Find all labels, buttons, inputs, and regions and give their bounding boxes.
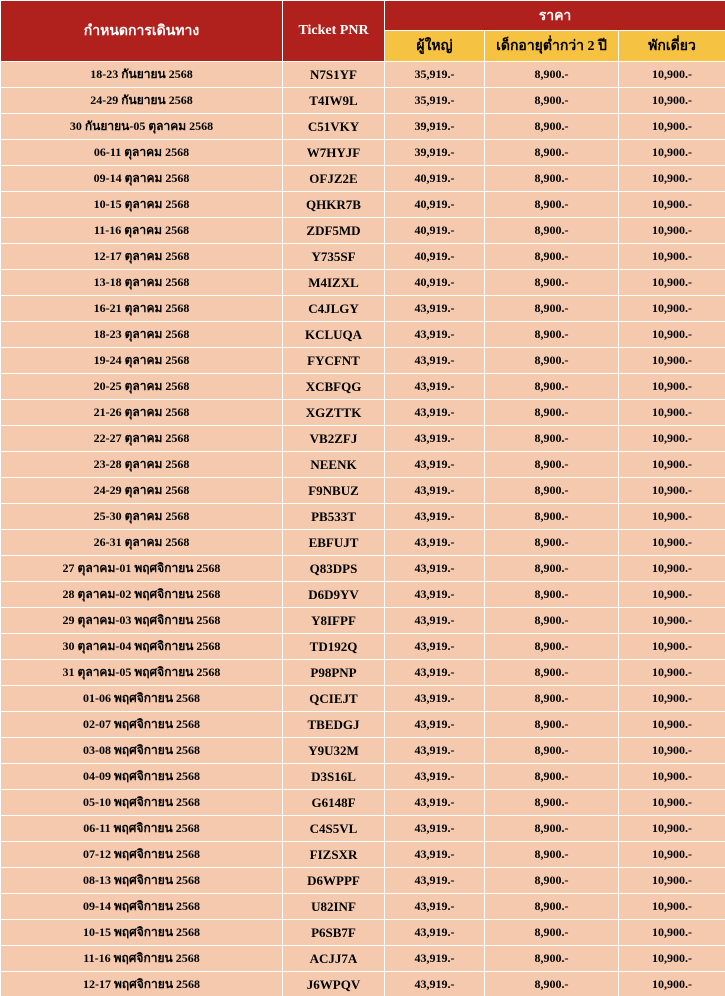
table-row: [1, 556, 725, 582]
travel-date-cell: 08-13 พฤศจิกายน 2568: [1, 868, 283, 894]
single-supplement-cell: 10,900.-: [619, 790, 725, 816]
single-supplement-cell: 10,900.-: [619, 842, 725, 868]
ticket-pnr-cell: C4JLGY: [283, 296, 385, 322]
table-row: [1, 686, 725, 712]
ticket-pnr-cell: QCIEJT: [283, 686, 385, 712]
date-column-header: กำหนดการเดินทาง: [1, 1, 283, 62]
child-column-header: เด็กอายุต่ำกว่า 2 ปี: [485, 31, 619, 62]
child-price-cell: 8,900.-: [485, 868, 619, 894]
single-supplement-cell: 10,900.-: [619, 166, 725, 192]
adult-price-cell: 39,919.-: [385, 140, 485, 166]
table-row: [1, 114, 725, 140]
table-row: [1, 166, 725, 192]
table-row: [1, 712, 725, 738]
single-supplement-cell: 10,900.-: [619, 764, 725, 790]
adult-price-cell: 43,919.-: [385, 296, 485, 322]
travel-date-cell: 19-24 ตุลาคม 2568: [1, 348, 283, 374]
ticket-pnr-cell: D6D9YV: [283, 582, 385, 608]
adult-price-cell: 43,919.-: [385, 660, 485, 686]
child-price-cell: 8,900.-: [485, 88, 619, 114]
single-supplement-cell: 10,900.-: [619, 400, 725, 426]
ticket-pnr-cell: C4S5VL: [283, 816, 385, 842]
travel-date-cell: 23-28 ตุลาคม 2568: [1, 452, 283, 478]
adult-price-cell: 43,919.-: [385, 972, 485, 996]
adult-price-cell: 35,919.-: [385, 88, 485, 114]
table-row: [1, 634, 725, 660]
child-price-cell: 8,900.-: [485, 816, 619, 842]
ticket-pnr-cell: Y8IFPF: [283, 608, 385, 634]
single-supplement-cell: 10,900.-: [619, 504, 725, 530]
travel-date-cell: 21-26 ตุลาคม 2568: [1, 400, 283, 426]
ticket-pnr-cell: G6148F: [283, 790, 385, 816]
single-supplement-cell: 10,900.-: [619, 894, 725, 920]
child-price-cell: 8,900.-: [485, 62, 619, 88]
single-supplement-cell: 10,900.-: [619, 374, 725, 400]
child-price-cell: 8,900.-: [485, 140, 619, 166]
adult-price-cell: 40,919.-: [385, 270, 485, 296]
travel-date-cell: 25-30 ตุลาคม 2568: [1, 504, 283, 530]
single-supplement-cell: 10,900.-: [619, 426, 725, 452]
travel-date-cell: 18-23 กันยายน 2568: [1, 62, 283, 88]
travel-date-cell: 16-21 ตุลาคม 2568: [1, 296, 283, 322]
price-group-header: ราคา: [385, 1, 725, 31]
travel-date-cell: 22-27 ตุลาคม 2568: [1, 426, 283, 452]
child-price-cell: 8,900.-: [485, 972, 619, 996]
table-row: [1, 868, 725, 894]
single-supplement-cell: 10,900.-: [619, 920, 725, 946]
child-price-cell: 8,900.-: [485, 166, 619, 192]
travel-date-cell: 09-14 พฤศจิกายน 2568: [1, 894, 283, 920]
ticket-pnr-cell: QHKR7B: [283, 192, 385, 218]
travel-date-cell: 29 ตุลาคม-03 พฤศจิกายน 2568: [1, 608, 283, 634]
adult-price-cell: 43,919.-: [385, 764, 485, 790]
adult-price-cell: 43,919.-: [385, 816, 485, 842]
table-row: [1, 88, 725, 114]
child-price-cell: 8,900.-: [485, 686, 619, 712]
adult-price-cell: 43,919.-: [385, 920, 485, 946]
table-row: [1, 894, 725, 920]
single-supplement-cell: 10,900.-: [619, 244, 725, 270]
adult-price-cell: 43,919.-: [385, 400, 485, 426]
ticket-pnr-cell: P6SB7F: [283, 920, 385, 946]
table-row: [1, 296, 725, 322]
ticket-pnr-cell: J6WPQV: [283, 972, 385, 996]
travel-date-cell: 07-12 พฤศจิกายน 2568: [1, 842, 283, 868]
ticket-pnr-cell: TBEDGJ: [283, 712, 385, 738]
travel-date-cell: 18-23 ตุลาคม 2568: [1, 322, 283, 348]
ticket-pnr-cell: P98PNP: [283, 660, 385, 686]
child-price-cell: 8,900.-: [485, 660, 619, 686]
table-row: [1, 218, 725, 244]
table-row: [1, 192, 725, 218]
travel-date-cell: 10-15 ตุลาคม 2568: [1, 192, 283, 218]
child-price-cell: 8,900.-: [485, 920, 619, 946]
adult-price-cell: 40,919.-: [385, 192, 485, 218]
child-price-cell: 8,900.-: [485, 504, 619, 530]
single-supplement-cell: 10,900.-: [619, 868, 725, 894]
travel-date-cell: 11-16 พฤศจิกายน 2568: [1, 946, 283, 972]
travel-date-cell: 12-17 ตุลาคม 2568: [1, 244, 283, 270]
child-price-cell: 8,900.-: [485, 400, 619, 426]
table-row: [1, 946, 725, 972]
table-row: [1, 504, 725, 530]
table-row: [1, 322, 725, 348]
table-row: [1, 920, 725, 946]
child-price-cell: 8,900.-: [485, 556, 619, 582]
adult-price-cell: 40,919.-: [385, 218, 485, 244]
adult-price-cell: 43,919.-: [385, 478, 485, 504]
travel-date-cell: 31 ตุลาคม-05 พฤศจิกายน 2568: [1, 660, 283, 686]
ticket-pnr-cell: OFJZ2E: [283, 166, 385, 192]
child-price-cell: 8,900.-: [485, 582, 619, 608]
single-supplement-cell: 10,900.-: [619, 816, 725, 842]
ticket-pnr-cell: D6WPPF: [283, 868, 385, 894]
adult-price-cell: 43,919.-: [385, 348, 485, 374]
ticket-pnr-cell: NEENK: [283, 452, 385, 478]
travel-date-cell: 28 ตุลาคม-02 พฤศจิกายน 2568: [1, 582, 283, 608]
ticket-pnr-cell: ZDF5MD: [283, 218, 385, 244]
adult-price-cell: 35,919.-: [385, 62, 485, 88]
travel-date-cell: 09-14 ตุลาคม 2568: [1, 166, 283, 192]
travel-date-cell: 02-07 พฤศจิกายน 2568: [1, 712, 283, 738]
ticket-pnr-cell: TD192Q: [283, 634, 385, 660]
travel-date-cell: 01-06 พฤศจิกายน 2568: [1, 686, 283, 712]
ticket-pnr-cell: M4IZXL: [283, 270, 385, 296]
travel-date-cell: 30 กันยายน-05 ตุลาคม 2568: [1, 114, 283, 140]
travel-date-cell: 27 ตุลาคม-01 พฤศจิกายน 2568: [1, 556, 283, 582]
child-price-cell: 8,900.-: [485, 764, 619, 790]
adult-price-cell: 43,919.-: [385, 712, 485, 738]
travel-date-cell: 30 ตุลาคม-04 พฤศจิกายน 2568: [1, 634, 283, 660]
pnr-column-header: Ticket PNR: [283, 1, 385, 62]
table-row: [1, 62, 725, 88]
ticket-pnr-cell: Y735SF: [283, 244, 385, 270]
adult-column-header: ผู้ใหญ่: [385, 31, 485, 62]
child-price-cell: 8,900.-: [485, 842, 619, 868]
child-price-cell: 8,900.-: [485, 348, 619, 374]
table-row: [1, 972, 725, 996]
single-supplement-cell: 10,900.-: [619, 88, 725, 114]
single-supplement-cell: 10,900.-: [619, 738, 725, 764]
travel-date-cell: 12-17 พฤศจิกายน 2568: [1, 972, 283, 996]
travel-date-cell: 24-29 กันยายน 2568: [1, 88, 283, 114]
single-supplement-cell: 10,900.-: [619, 582, 725, 608]
ticket-pnr-cell: EBFUJT: [283, 530, 385, 556]
child-price-cell: 8,900.-: [485, 894, 619, 920]
table-row: [1, 140, 725, 166]
adult-price-cell: 43,919.-: [385, 608, 485, 634]
single-column-header: พักเดี่ยว: [619, 31, 725, 62]
child-price-cell: 8,900.-: [485, 608, 619, 634]
table-row: [1, 400, 725, 426]
table-row: [1, 452, 725, 478]
adult-price-cell: 39,919.-: [385, 114, 485, 140]
child-price-cell: 8,900.-: [485, 738, 619, 764]
ticket-pnr-cell: FYCFNT: [283, 348, 385, 374]
adult-price-cell: 40,919.-: [385, 244, 485, 270]
ticket-pnr-cell: XGZTTK: [283, 400, 385, 426]
ticket-pnr-cell: KCLUQA: [283, 322, 385, 348]
child-price-cell: 8,900.-: [485, 322, 619, 348]
ticket-pnr-cell: U82INF: [283, 894, 385, 920]
single-supplement-cell: 10,900.-: [619, 62, 725, 88]
ticket-pnr-cell: FIZSXR: [283, 842, 385, 868]
single-supplement-cell: 10,900.-: [619, 270, 725, 296]
adult-price-cell: 43,919.-: [385, 504, 485, 530]
travel-date-cell: 11-16 ตุลาคม 2568: [1, 218, 283, 244]
single-supplement-cell: 10,900.-: [619, 452, 725, 478]
travel-date-cell: 06-11 ตุลาคม 2568: [1, 140, 283, 166]
single-supplement-cell: 10,900.-: [619, 296, 725, 322]
ticket-pnr-cell: VB2ZFJ: [283, 426, 385, 452]
table-row: [1, 608, 725, 634]
single-supplement-cell: 10,900.-: [619, 322, 725, 348]
single-supplement-cell: 10,900.-: [619, 140, 725, 166]
table-row: [1, 842, 725, 868]
table-body: [1, 62, 725, 996]
adult-price-cell: 43,919.-: [385, 946, 485, 972]
adult-price-cell: 40,919.-: [385, 166, 485, 192]
child-price-cell: 8,900.-: [485, 296, 619, 322]
header-row-top: [1, 1, 725, 31]
single-supplement-cell: 10,900.-: [619, 712, 725, 738]
adult-price-cell: 43,919.-: [385, 556, 485, 582]
child-price-cell: 8,900.-: [485, 478, 619, 504]
adult-price-cell: 43,919.-: [385, 686, 485, 712]
child-price-cell: 8,900.-: [485, 530, 619, 556]
table-row: [1, 790, 725, 816]
adult-price-cell: 43,919.-: [385, 322, 485, 348]
adult-price-cell: 43,919.-: [385, 868, 485, 894]
adult-price-cell: 43,919.-: [385, 426, 485, 452]
single-supplement-cell: 10,900.-: [619, 530, 725, 556]
single-supplement-cell: 10,900.-: [619, 972, 725, 996]
adult-price-cell: 43,919.-: [385, 452, 485, 478]
travel-date-cell: 24-29 ตุลาคม 2568: [1, 478, 283, 504]
ticket-pnr-cell: D3S16L: [283, 764, 385, 790]
travel-date-cell: 05-10 พฤศจิกายน 2568: [1, 790, 283, 816]
adult-price-cell: 43,919.-: [385, 582, 485, 608]
child-price-cell: 8,900.-: [485, 192, 619, 218]
single-supplement-cell: 10,900.-: [619, 608, 725, 634]
table-row: [1, 478, 725, 504]
adult-price-cell: 43,919.-: [385, 634, 485, 660]
ticket-pnr-cell: F9NBUZ: [283, 478, 385, 504]
adult-price-cell: 43,919.-: [385, 530, 485, 556]
single-supplement-cell: 10,900.-: [619, 348, 725, 374]
single-supplement-cell: 10,900.-: [619, 634, 725, 660]
child-price-cell: 8,900.-: [485, 946, 619, 972]
travel-date-cell: 06-11 พฤศจิกายน 2568: [1, 816, 283, 842]
adult-price-cell: 43,919.-: [385, 894, 485, 920]
table-row: [1, 426, 725, 452]
table-row: [1, 530, 725, 556]
single-supplement-cell: 10,900.-: [619, 218, 725, 244]
adult-price-cell: 43,919.-: [385, 738, 485, 764]
child-price-cell: 8,900.-: [485, 270, 619, 296]
child-price-cell: 8,900.-: [485, 114, 619, 140]
single-supplement-cell: 10,900.-: [619, 556, 725, 582]
travel-date-cell: 20-25 ตุลาคม 2568: [1, 374, 283, 400]
single-supplement-cell: 10,900.-: [619, 478, 725, 504]
child-price-cell: 8,900.-: [485, 244, 619, 270]
table-row: [1, 738, 725, 764]
adult-price-cell: 43,919.-: [385, 790, 485, 816]
ticket-pnr-cell: W7HYJF: [283, 140, 385, 166]
travel-date-cell: 26-31 ตุลาคม 2568: [1, 530, 283, 556]
adult-price-cell: 43,919.-: [385, 374, 485, 400]
child-price-cell: 8,900.-: [485, 712, 619, 738]
child-price-cell: 8,900.-: [485, 218, 619, 244]
table-row: [1, 764, 725, 790]
travel-date-cell: 10-15 พฤศจิกายน 2568: [1, 920, 283, 946]
child-price-cell: 8,900.-: [485, 634, 619, 660]
adult-price-cell: 43,919.-: [385, 842, 485, 868]
single-supplement-cell: 10,900.-: [619, 660, 725, 686]
ticket-pnr-cell: N7S1YF: [283, 62, 385, 88]
table-row: [1, 374, 725, 400]
table-row: [1, 582, 725, 608]
travel-date-cell: 03-08 พฤศจิกายน 2568: [1, 738, 283, 764]
travel-date-cell: 04-09 พฤศจิกายน 2568: [1, 764, 283, 790]
child-price-cell: 8,900.-: [485, 790, 619, 816]
single-supplement-cell: 10,900.-: [619, 114, 725, 140]
table-row: [1, 348, 725, 374]
single-supplement-cell: 10,900.-: [619, 192, 725, 218]
ticket-pnr-cell: PB533T: [283, 504, 385, 530]
single-supplement-cell: 10,900.-: [619, 946, 725, 972]
child-price-cell: 8,900.-: [485, 452, 619, 478]
ticket-pnr-cell: T4IW9L: [283, 88, 385, 114]
child-price-cell: 8,900.-: [485, 426, 619, 452]
travel-date-cell: 13-18 ตุลาคม 2568: [1, 270, 283, 296]
ticket-pnr-cell: C51VKY: [283, 114, 385, 140]
child-price-cell: 8,900.-: [485, 374, 619, 400]
single-supplement-cell: 10,900.-: [619, 686, 725, 712]
ticket-pnr-cell: Q83DPS: [283, 556, 385, 582]
ticket-pnr-cell: XCBFQG: [283, 374, 385, 400]
table-row: [1, 816, 725, 842]
ticket-pnr-cell: ACJJ7A: [283, 946, 385, 972]
table-row: [1, 660, 725, 686]
ticket-pnr-cell: Y9U32M: [283, 738, 385, 764]
table-row: [1, 244, 725, 270]
table-row: [1, 270, 725, 296]
